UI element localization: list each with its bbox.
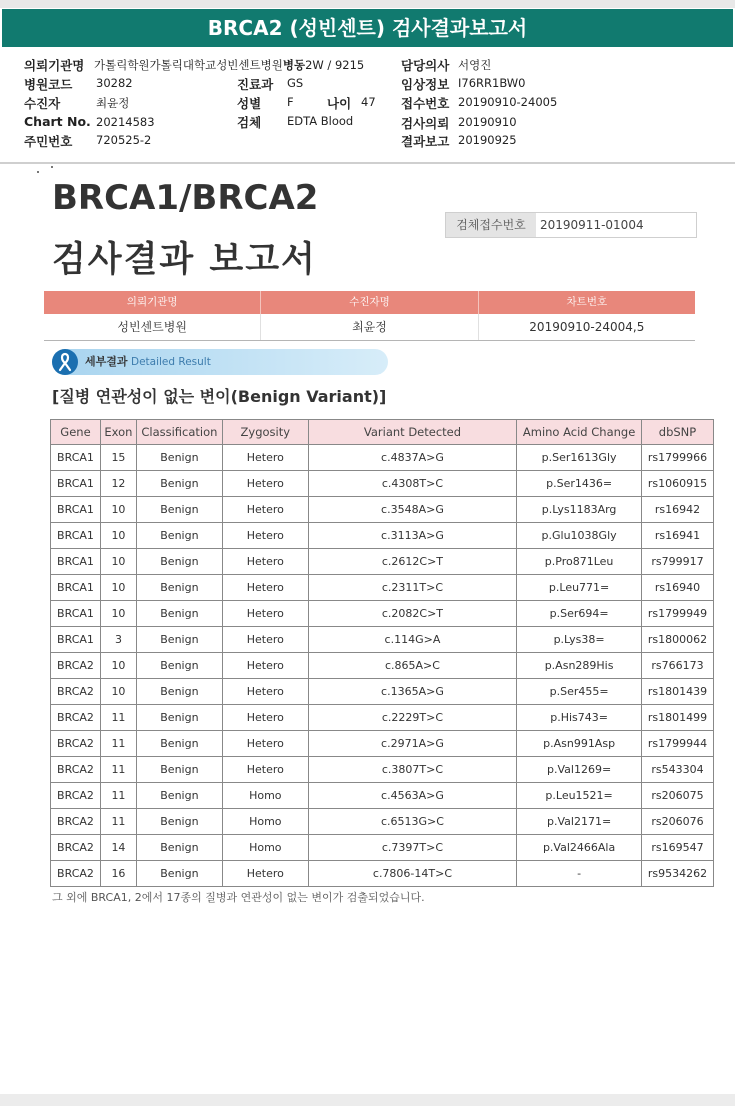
variant-cell: Benign <box>136 549 222 575</box>
ordering-hospital-value: 가톨릭학원가톨릭대학교성빈센트병원병동2W / 9215 <box>94 58 365 72</box>
variant-cell: BRCA1 <box>51 523 101 549</box>
variant-cell: 10 <box>100 575 136 601</box>
variant-cell: c.2612C>T <box>308 549 516 575</box>
variant-cell: BRCA1 <box>51 575 101 601</box>
ribbon-svg <box>52 349 78 375</box>
variant-cell: p.Pro871Leu <box>517 549 642 575</box>
variant-row <box>51 601 714 627</box>
variant-cell: Homo <box>222 783 308 809</box>
variant-cell: Homo <box>222 835 308 861</box>
variant-cell: p.Asn991Asp <box>517 731 642 757</box>
hospital-table-header-cell: 의뢰기관명 <box>44 291 261 314</box>
sex-label: 성별 <box>237 96 262 111</box>
benign-variant-table <box>50 419 714 887</box>
variant-cell: Benign <box>136 783 222 809</box>
column-header-variant-detected: Variant Detected <box>308 420 516 445</box>
variant-cell: rs9534262 <box>642 861 714 887</box>
variant-cell: rs1801439 <box>642 679 714 705</box>
variant-cell: rs16940 <box>642 575 714 601</box>
variant-cell: Benign <box>136 861 222 887</box>
variant-row <box>51 757 714 783</box>
detailed-result-banner <box>52 349 388 375</box>
variant-cell: BRCA2 <box>51 731 101 757</box>
variant-cell: BRCA2 <box>51 809 101 835</box>
variant-cell: - <box>517 861 642 887</box>
variant-cell: 10 <box>100 497 136 523</box>
variant-cell: c.7397T>C <box>308 835 516 861</box>
variant-cell: 11 <box>100 731 136 757</box>
variant-row <box>51 731 714 757</box>
column-header-amino-acid-change: Amino Acid Change <box>517 420 642 445</box>
column-header-zygosity: Zygosity <box>222 420 308 445</box>
hospital-table-header-cell: 수진자명 <box>261 291 478 314</box>
variant-cell: rs543304 <box>642 757 714 783</box>
clinical-info-label: 임상정보 <box>401 77 450 92</box>
specimen-value: EDTA Blood <box>287 114 354 128</box>
variant-cell: Benign <box>136 653 222 679</box>
variant-row <box>51 809 714 835</box>
age-label: 나이 <box>327 96 352 111</box>
variant-cell: rs766173 <box>642 653 714 679</box>
variant-cell: 16 <box>100 861 136 887</box>
variant-cell: p.His743= <box>517 705 642 731</box>
variant-cell: Benign <box>136 523 222 549</box>
variant-cell: rs206076 <box>642 809 714 835</box>
doctor-label: 담당의사 <box>401 58 450 73</box>
variant-cell: Hetero <box>222 471 308 497</box>
variant-cell: BRCA2 <box>51 783 101 809</box>
variant-cell: Benign <box>136 731 222 757</box>
variant-row <box>51 653 714 679</box>
variant-cell: p.Val1269= <box>517 757 642 783</box>
hospital-table-header-cell: 차트번호 <box>566 296 608 308</box>
receipt-no-label: 접수번호 <box>401 96 450 111</box>
variant-cell: p.Ser694= <box>517 601 642 627</box>
ward-label: 병동 <box>282 58 306 72</box>
variant-row <box>51 679 714 705</box>
chart-no-label: Chart No. <box>24 114 91 129</box>
variant-row <box>51 575 714 601</box>
variant-cell: BRCA1 <box>51 549 101 575</box>
variant-cell: Benign <box>136 757 222 783</box>
variant-cell: BRCA2 <box>51 679 101 705</box>
variant-cell: rs1800062 <box>642 627 714 653</box>
variant-cell: rs16942 <box>642 497 714 523</box>
variant-cell: rs206075 <box>642 783 714 809</box>
sex-value: F <box>287 95 294 109</box>
variant-cell: rs169547 <box>642 835 714 861</box>
variant-cell: BRCA2 <box>51 653 101 679</box>
variant-cell: c.114G>A <box>308 627 516 653</box>
report-date-label: 결과보고 <box>401 134 450 149</box>
variant-row <box>51 445 714 471</box>
column-header-exon: Exon <box>100 420 136 445</box>
variant-cell: rs1799949 <box>642 601 714 627</box>
variant-cell: c.3807T>C <box>308 757 516 783</box>
detailed-result-label-en: Detailed Result <box>131 356 211 368</box>
variant-cell: 11 <box>100 783 136 809</box>
report-date-value: 20190925 <box>458 133 517 147</box>
variant-cell: BRCA2 <box>51 861 101 887</box>
variant-cell: 11 <box>100 809 136 835</box>
id-no-label: 주민번호 <box>24 134 73 149</box>
variant-cell: Hetero <box>222 627 308 653</box>
variant-row <box>51 705 714 731</box>
variant-cell: p.Val2466Ala <box>517 835 642 861</box>
variant-cell: c.3548A>G <box>308 497 516 523</box>
hospital-table-cell: 성빈센트병원 <box>44 314 261 340</box>
variant-cell: c.6513G>C <box>308 809 516 835</box>
scan-dot <box>51 166 53 168</box>
hospital-code-label: 병원코드 <box>24 77 73 92</box>
variant-cell: p.Asn289His <box>517 653 642 679</box>
variant-cell: Hetero <box>222 523 308 549</box>
variant-cell: 10 <box>100 601 136 627</box>
receipt-no-value: 20190910-24005 <box>458 95 558 109</box>
variant-cell: c.7806-14T>C <box>308 861 516 887</box>
top-gray-bar <box>0 0 735 8</box>
report-title-line1: BRCA1/BRCA2 <box>52 178 319 218</box>
variant-cell: Hetero <box>222 653 308 679</box>
variant-cell: Hetero <box>222 705 308 731</box>
variant-cell: 11 <box>100 705 136 731</box>
specimen-label: 검체 <box>237 115 262 130</box>
variant-cell: 10 <box>100 653 136 679</box>
variant-row <box>51 549 714 575</box>
variant-cell: rs1060915 <box>642 471 714 497</box>
variant-cell: rs1799966 <box>642 445 714 471</box>
variant-cell: BRCA1 <box>51 627 101 653</box>
variant-cell: Hetero <box>222 601 308 627</box>
variant-cell: Homo <box>222 809 308 835</box>
patient-value: 최윤정 <box>96 96 130 110</box>
patient-label: 수진자 <box>24 96 61 111</box>
department-label: 진료과 <box>237 77 274 92</box>
variant-cell: c.4308T>C <box>308 471 516 497</box>
variant-row <box>51 471 714 497</box>
variant-row <box>51 835 714 861</box>
variant-cell: 11 <box>100 757 136 783</box>
variant-cell: c.4563A>G <box>308 783 516 809</box>
variant-cell: p.Leu771= <box>517 575 642 601</box>
report-header-title: BRCA2 (성빈센트) 검사결과보고서 <box>2 9 733 47</box>
variant-cell: Benign <box>136 575 222 601</box>
variant-cell: rs1801499 <box>642 705 714 731</box>
chart-no-value: 20214583 <box>96 115 155 129</box>
variant-cell: c.3113A>G <box>308 523 516 549</box>
variant-cell: Benign <box>136 705 222 731</box>
clinical-info-value: I76RR1BW0 <box>458 76 526 90</box>
hospital-table-cell: 최윤정 <box>261 314 478 340</box>
variant-cell: 15 <box>100 445 136 471</box>
request-date-value: 20190910 <box>458 115 517 129</box>
variant-cell: 3 <box>100 627 136 653</box>
variant-cell: p.Glu1038Gly <box>517 523 642 549</box>
column-header-gene: Gene <box>51 420 101 445</box>
variant-row <box>51 783 714 809</box>
variant-cell: Benign <box>136 679 222 705</box>
scan-dot <box>37 171 39 173</box>
variant-cell: p.Lys38= <box>517 627 642 653</box>
variant-cell: BRCA1 <box>51 445 101 471</box>
patient-info-block <box>0 52 735 160</box>
variant-cell: c.1365A>G <box>308 679 516 705</box>
variant-cell: Benign <box>136 497 222 523</box>
hospital-table-cell: 20190910-24004,5 <box>529 320 645 334</box>
variant-cell: p.Ser1613Gly <box>517 445 642 471</box>
variant-cell: Benign <box>136 835 222 861</box>
variant-cell: Hetero <box>222 497 308 523</box>
variant-cell: c.2311T>C <box>308 575 516 601</box>
variant-cell: 10 <box>100 679 136 705</box>
variant-cell: 12 <box>100 471 136 497</box>
variant-cell: c.2082C>T <box>308 601 516 627</box>
accession-number-value: 20190911-01004 <box>540 218 644 232</box>
column-header-classification: Classification <box>136 420 222 445</box>
variant-cell: 14 <box>100 835 136 861</box>
variant-cell: BRCA1 <box>51 471 101 497</box>
variant-cell: BRCA1 <box>51 497 101 523</box>
variant-cell: Hetero <box>222 575 308 601</box>
variant-cell: Benign <box>136 627 222 653</box>
detailed-result-label-ko: 세부결과 <box>85 355 128 368</box>
age-value: 47 <box>361 95 376 109</box>
variant-cell: Hetero <box>222 679 308 705</box>
report-title-line2: 검사결과 보고서 <box>52 240 317 280</box>
hospital-code-value: 30282 <box>96 76 133 90</box>
ward-value: 2W / 9215 <box>305 58 365 72</box>
variant-cell: Hetero <box>222 549 308 575</box>
footnote: 그 외에 BRCA1, 2에서 17종의 질병과 연관성이 없는 변이가 검출되었습니다. <box>52 891 425 904</box>
hospital-table-row <box>44 314 695 341</box>
variant-cell: Hetero <box>222 757 308 783</box>
benign-variant-section-title: [질병 연관성이 없는 변이(Benign Variant)] <box>52 387 387 406</box>
variant-cell: c.2229T>C <box>308 705 516 731</box>
variant-cell: c.4837A>G <box>308 445 516 471</box>
hospital-table-header <box>44 291 695 314</box>
variant-cell: Benign <box>136 809 222 835</box>
variant-cell: Benign <box>136 445 222 471</box>
variant-cell: Hetero <box>222 731 308 757</box>
variant-cell: c.865A>C <box>308 653 516 679</box>
variant-cell: Benign <box>136 601 222 627</box>
bottom-gray-bar <box>0 1094 735 1106</box>
variant-table-header <box>51 420 714 445</box>
variant-cell: 10 <box>100 549 136 575</box>
id-no-value: 720525-2 <box>96 133 152 147</box>
variant-cell: rs799917 <box>642 549 714 575</box>
variant-cell: BRCA2 <box>51 835 101 861</box>
accession-number-label: 검체접수번호 <box>446 213 536 237</box>
request-date-label: 검사의뢰 <box>401 116 450 131</box>
variant-cell: rs1799944 <box>642 731 714 757</box>
variant-cell: p.Leu1521= <box>517 783 642 809</box>
variant-cell: Hetero <box>222 861 308 887</box>
hospital-table <box>44 291 695 341</box>
variant-cell: BRCA1 <box>51 601 101 627</box>
ordering-hospital-label: 의뢰기관명 <box>24 58 85 73</box>
variant-cell: BRCA2 <box>51 757 101 783</box>
variant-cell: p.Ser455= <box>517 679 642 705</box>
variant-cell: p.Val2171= <box>517 809 642 835</box>
variant-cell: Hetero <box>222 445 308 471</box>
variant-cell: 10 <box>100 523 136 549</box>
doctor-value: 서영진 <box>458 58 492 72</box>
variant-cell: p.Ser1436= <box>517 471 642 497</box>
variant-cell: BRCA2 <box>51 705 101 731</box>
variant-cell: p.Lys1183Arg <box>517 497 642 523</box>
department-value: GS <box>287 76 304 90</box>
variant-cell: Benign <box>136 471 222 497</box>
variant-cell: rs16941 <box>642 523 714 549</box>
variant-row <box>51 523 714 549</box>
accession-number-box <box>445 212 697 238</box>
variant-row <box>51 497 714 523</box>
variant-row <box>51 861 714 887</box>
variant-row <box>51 627 714 653</box>
section-divider <box>0 162 735 164</box>
column-header-dbsnp: dbSNP <box>642 420 714 445</box>
variant-cell: c.2971A>G <box>308 731 516 757</box>
awareness-ribbon-icon <box>52 349 78 375</box>
